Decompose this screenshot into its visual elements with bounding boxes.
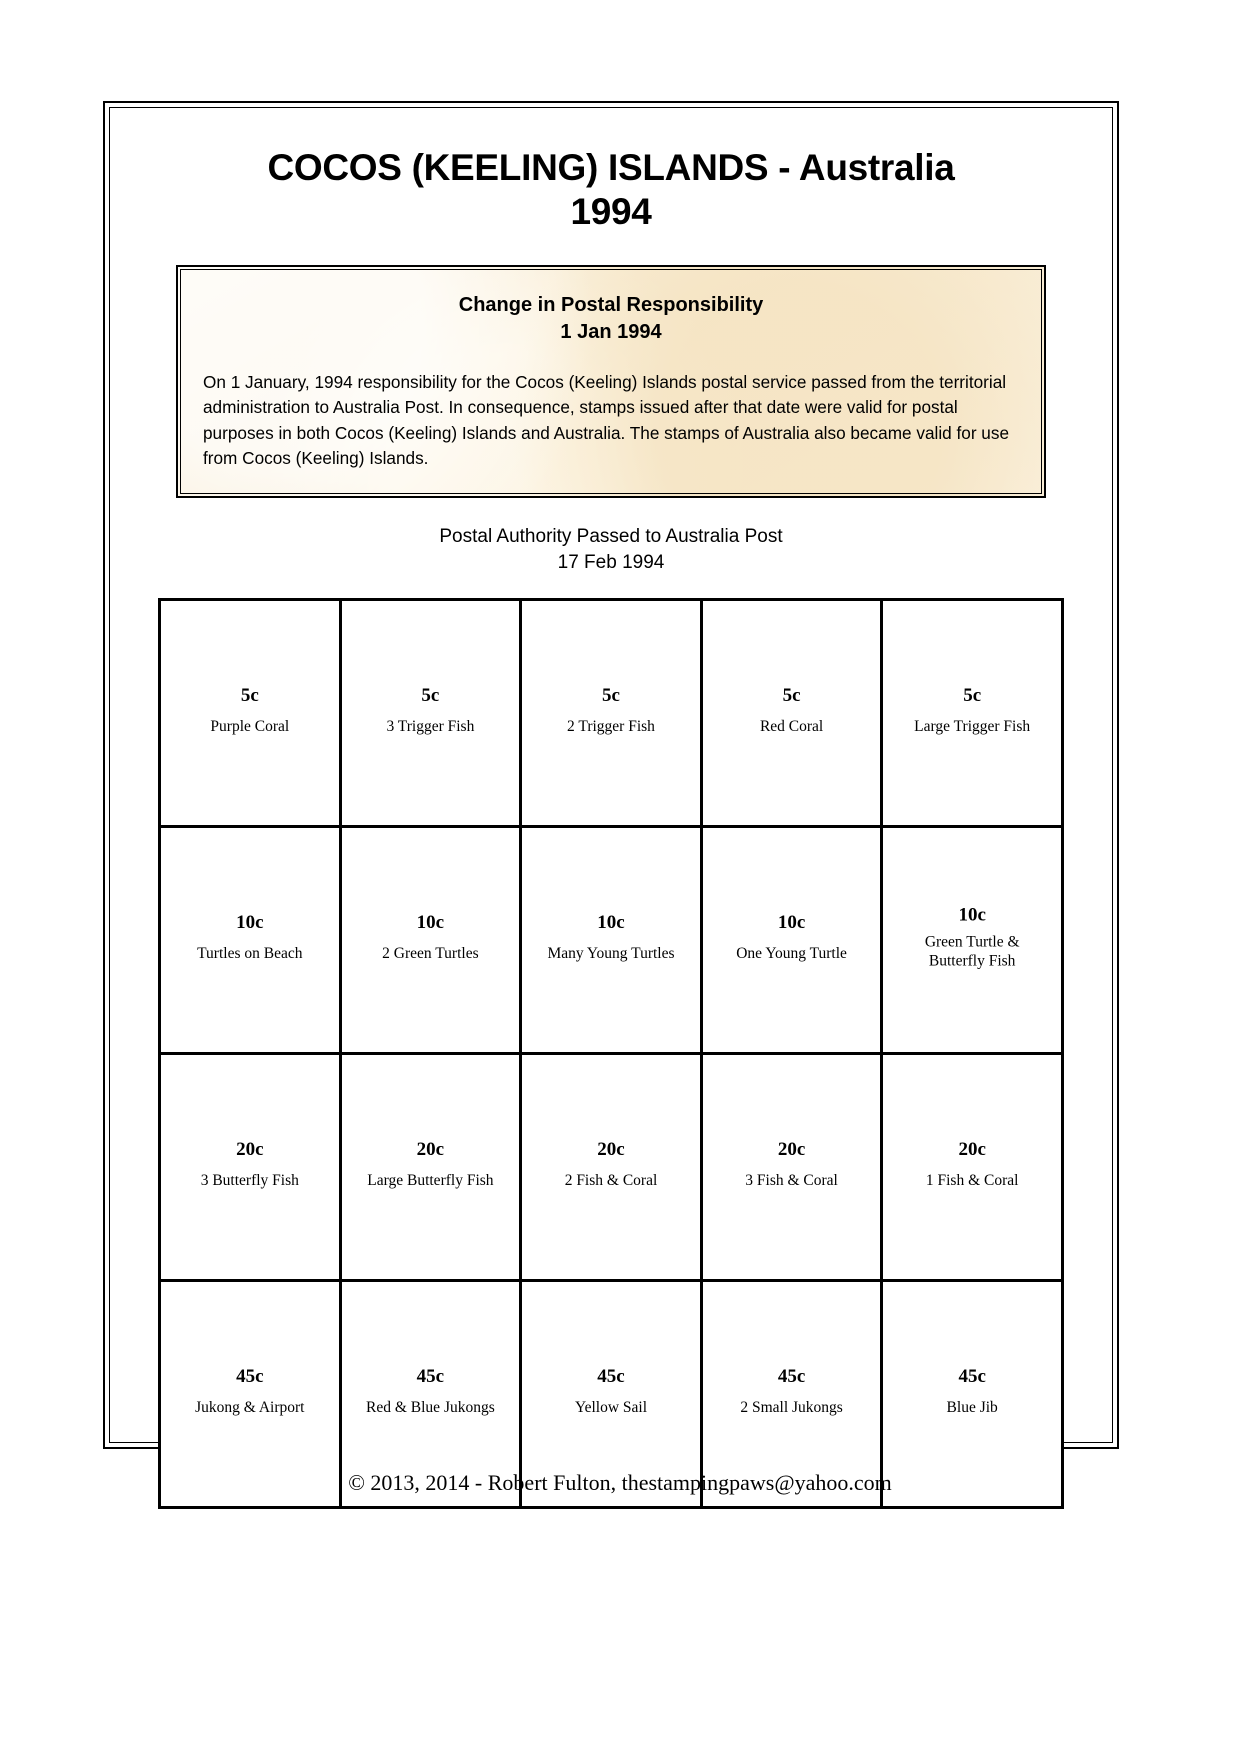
album-page-frame: [103, 101, 1119, 1449]
stamp-denomination: 5c: [782, 684, 801, 706]
stamp-cell[interactable]: [883, 601, 1064, 828]
stamp-description: 3 Trigger Fish: [386, 718, 475, 736]
stamp-cell[interactable]: [703, 1055, 884, 1282]
stamp-description: 2 Small Jukongs: [740, 1399, 843, 1417]
stamp-denomination: 5c: [421, 684, 440, 706]
stamp-cell[interactable]: [703, 828, 884, 1055]
stamp-denomination: 10c: [236, 911, 264, 933]
stamp-denomination: 5c: [240, 684, 259, 706]
stamp-denomination: 20c: [777, 1138, 806, 1160]
stamp-denomination: 45c: [416, 1365, 445, 1387]
note-heading-line1: Change in Postal Responsibility: [458, 294, 764, 317]
stamp-row: [161, 601, 1064, 828]
stamp-row: [161, 1055, 1064, 1282]
stamp-cell[interactable]: [161, 828, 342, 1055]
stamp-description: Green Turtle & Butterfly Fish: [924, 933, 1020, 970]
stamp-description: Many Young Turtles: [547, 945, 675, 963]
stamp-denomination: 45c: [597, 1365, 625, 1387]
stamp-description: Large Trigger Fish: [914, 718, 1031, 736]
stamp-description: 2 Fish & Coral: [564, 1172, 658, 1190]
page-title-line1: COCOS (KEELING) ISLANDS - Australia: [267, 147, 955, 188]
stamp-description: 3 Fish & Coral: [745, 1172, 838, 1190]
note-heading-line2: 1 Jan 1994: [560, 320, 662, 343]
stamp-cell[interactable]: [522, 1055, 703, 1282]
stamp-description: 2 Green Turtles: [382, 945, 479, 963]
page-title: [150, 146, 1072, 233]
note-body-text: On 1 January, 1994 responsibility for the Cocos (Keeling) Islands postal service passed from the territorial administration to Australia Post. In consequence, stamps issued after that date were valid for postal purposes in both Cocos (Keeling) Islands and Australia. The stamps of Australia also became valid for use from Cocos (Keeling) Islands.: [203, 372, 1010, 468]
stamp-denomination: 20c: [597, 1138, 625, 1160]
stamp-description: Red Coral: [759, 718, 824, 736]
section-header-line1: Postal Authority Passed to Australia Post: [439, 526, 783, 548]
stamp-description: 3 Butterfly Fish: [200, 1172, 299, 1190]
section-header: [150, 524, 1072, 575]
stamp-description: Yellow Sail: [574, 1399, 648, 1417]
copyright-footer: © 2013, 2014 - Robert Fulton, thestampingpaws@yahoo.com: [348, 1470, 892, 1495]
postal-responsibility-note-box: [176, 265, 1046, 498]
stamp-grid: [158, 598, 1064, 1509]
stamp-description: Jukong & Airport: [195, 1399, 305, 1417]
stamp-description: Purple Coral: [210, 718, 290, 736]
stamp-description: One Young Turtle: [736, 945, 847, 963]
stamp-description: Red & Blue Jukongs: [366, 1399, 495, 1417]
stamp-cell[interactable]: [161, 601, 342, 828]
stamp-denomination: 10c: [416, 911, 445, 933]
stamp-denomination: 20c: [958, 1138, 986, 1160]
section-header-line2: 17 Feb 1994: [557, 551, 665, 573]
stamp-description: 1 Fish & Coral: [925, 1172, 1019, 1190]
stamp-cell[interactable]: [342, 828, 523, 1055]
stamp-denomination: 20c: [416, 1138, 445, 1160]
stamp-denomination: 5c: [602, 684, 620, 706]
stamp-cell[interactable]: [342, 601, 523, 828]
page-title-line2: 1994: [570, 190, 652, 232]
stamp-description: Blue Jib: [946, 1399, 998, 1417]
note-heading: [197, 292, 1025, 345]
stamp-cell[interactable]: [703, 601, 884, 828]
stamp-description: Large Butterfly Fish: [367, 1172, 494, 1190]
stamp-denomination: 10c: [958, 903, 986, 925]
stamp-denomination: 45c: [958, 1365, 986, 1387]
stamp-description: 2 Trigger Fish: [567, 718, 655, 736]
stamp-denomination: 45c: [236, 1365, 264, 1387]
stamp-cell[interactable]: [342, 1055, 523, 1282]
stamp-description: Turtles on Beach: [197, 945, 303, 963]
stamp-cell[interactable]: [522, 601, 703, 828]
stamp-denomination: 5c: [963, 684, 982, 706]
stamp-denomination: 20c: [236, 1138, 264, 1160]
stamp-denomination: 10c: [597, 911, 625, 933]
stamp-cell[interactable]: [161, 1055, 342, 1282]
stamp-cell[interactable]: [522, 828, 703, 1055]
stamp-denomination: 45c: [777, 1365, 806, 1387]
stamp-cell[interactable]: [883, 828, 1064, 1055]
stamp-row: [161, 828, 1064, 1055]
album-page-inner-border: [109, 107, 1113, 1443]
stamp-denomination: 10c: [777, 911, 806, 933]
note-box-inner-border: [180, 269, 1042, 494]
stamp-cell[interactable]: [883, 1055, 1064, 1282]
album-page-content: [110, 108, 1112, 1442]
